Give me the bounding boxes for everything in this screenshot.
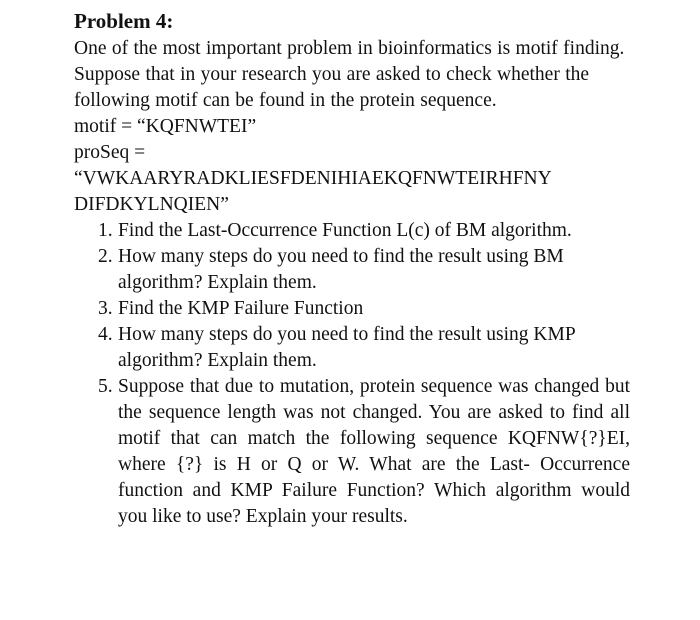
question-item — [74, 374, 630, 530]
problem-title: Problem 4: — [74, 9, 174, 33]
question-item — [74, 322, 630, 374]
proseq-label: proSeq = — [74, 142, 146, 163]
motif-line: motif = “KQFNWTEI” — [74, 116, 257, 137]
problem-document — [74, 8, 630, 530]
question-item — [74, 244, 630, 296]
question-number: 4. — [98, 324, 113, 345]
question-list — [74, 218, 630, 530]
question-number: 3. — [98, 298, 113, 319]
question-text: Find the KMP Failure Function — [118, 298, 364, 319]
question-number: 2. — [98, 246, 113, 267]
question-text: How many steps do you need to find the result using BM algorithm? Explain them. — [118, 246, 564, 293]
problem-intro: One of the most important problem in bioinformatics is motif finding. Suppose that in your research you are asked to check whether the following motif can be found in the protein sequence. — [74, 38, 625, 111]
question-item — [74, 218, 630, 244]
question-item — [74, 296, 630, 322]
proseq-line-2: DIFDKYLNQIEN” — [74, 194, 229, 215]
question-text: How many steps do you need to find the result using KMP algorithm? Explain them. — [118, 324, 575, 371]
proseq-line-1: “VWKAARYRADKLIESFDENIHIAEKQFNWTEIRHFNY — [74, 168, 552, 189]
question-text: Find the Last-Occurrence Function L(c) of BM algorithm. — [118, 220, 572, 241]
question-text: Suppose that due to mutation, protein sequence was changed but the sequence length was not changed. You are asked to find all motif that can match the following sequence KQFNW{?}EI, where {?} is H or Q or W. What are the Last- Occurrence function and KMP Failure Function? Which algorithm would you like to use? Explain your results. — [118, 376, 630, 527]
question-number: 5. — [98, 376, 113, 397]
question-number: 1. — [98, 220, 113, 241]
